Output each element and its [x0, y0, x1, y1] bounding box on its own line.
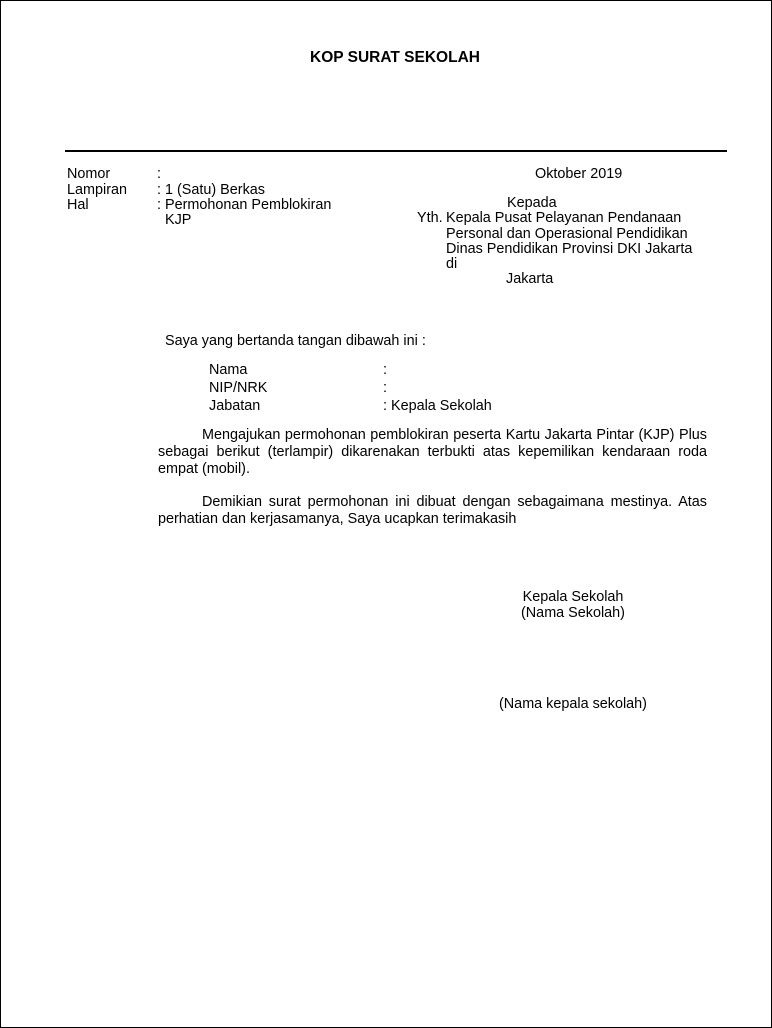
nomor-value: : [157, 166, 161, 182]
paragraph-1-text: Mengajukan permohonan pemblokiran peserta Kartu Jakarta Pintar (KJP) Plus sebagai berikut (terlampir) dikarenakan terbukti atas kepemilikan kendaraan roda empat (mobil). [158, 427, 707, 477]
signature-name: (Nama kepala sekolah) [499, 696, 647, 712]
recipient-line-4: di [446, 256, 458, 272]
field-nama-value: : [383, 362, 387, 378]
letter-date: Oktober 2019 [535, 166, 623, 182]
paragraph-2-text: Demikian surat permohonan ini dibuat dengan sebagaimana mestinya. Atas perhatian dan kerjasamanya, Saya ucapkan terimakasih [158, 494, 707, 527]
recipient-line-3: Dinas Pendidikan Provinsi DKI Jakarta [446, 241, 693, 257]
signature-position: Kepala Sekolah [522, 589, 624, 605]
recipient-city: Jakarta [506, 271, 554, 287]
signature-school: (Nama Sekolah) [521, 605, 625, 621]
field-nama-label: Nama [209, 362, 248, 378]
hal-label: Hal [67, 197, 89, 213]
nomor-label: Nomor [67, 166, 111, 182]
body-paragraph-2 [158, 494, 707, 528]
recipient-kepada: Kepada [507, 195, 557, 211]
lampiran-value: : 1 (Satu) Berkas [157, 182, 265, 198]
recipient-yth: Yth. [417, 210, 443, 226]
body-intro: Saya yang bertanda tangan dibawah ini : [165, 333, 426, 349]
recipient-line-1: Kepala Pusat Pelayanan Pendanaan [446, 210, 682, 226]
field-jabatan-value: : Kepala Sekolah [383, 398, 492, 414]
letterhead-title: KOP SURAT SEKOLAH [310, 49, 480, 66]
field-nip-value: : [383, 380, 387, 396]
lampiran-label: Lampiran [67, 182, 127, 198]
recipient-line-2: Personal dan Operasional Pendidikan [446, 226, 688, 242]
field-jabatan-label: Jabatan [209, 398, 261, 414]
letterhead-divider [65, 150, 727, 152]
hal-value: : Permohonan Pemblokiran [157, 197, 332, 213]
hal-value-continued: KJP [165, 212, 192, 228]
field-nip-label: NIP/NRK [209, 380, 268, 396]
body-paragraph-1 [158, 427, 707, 478]
